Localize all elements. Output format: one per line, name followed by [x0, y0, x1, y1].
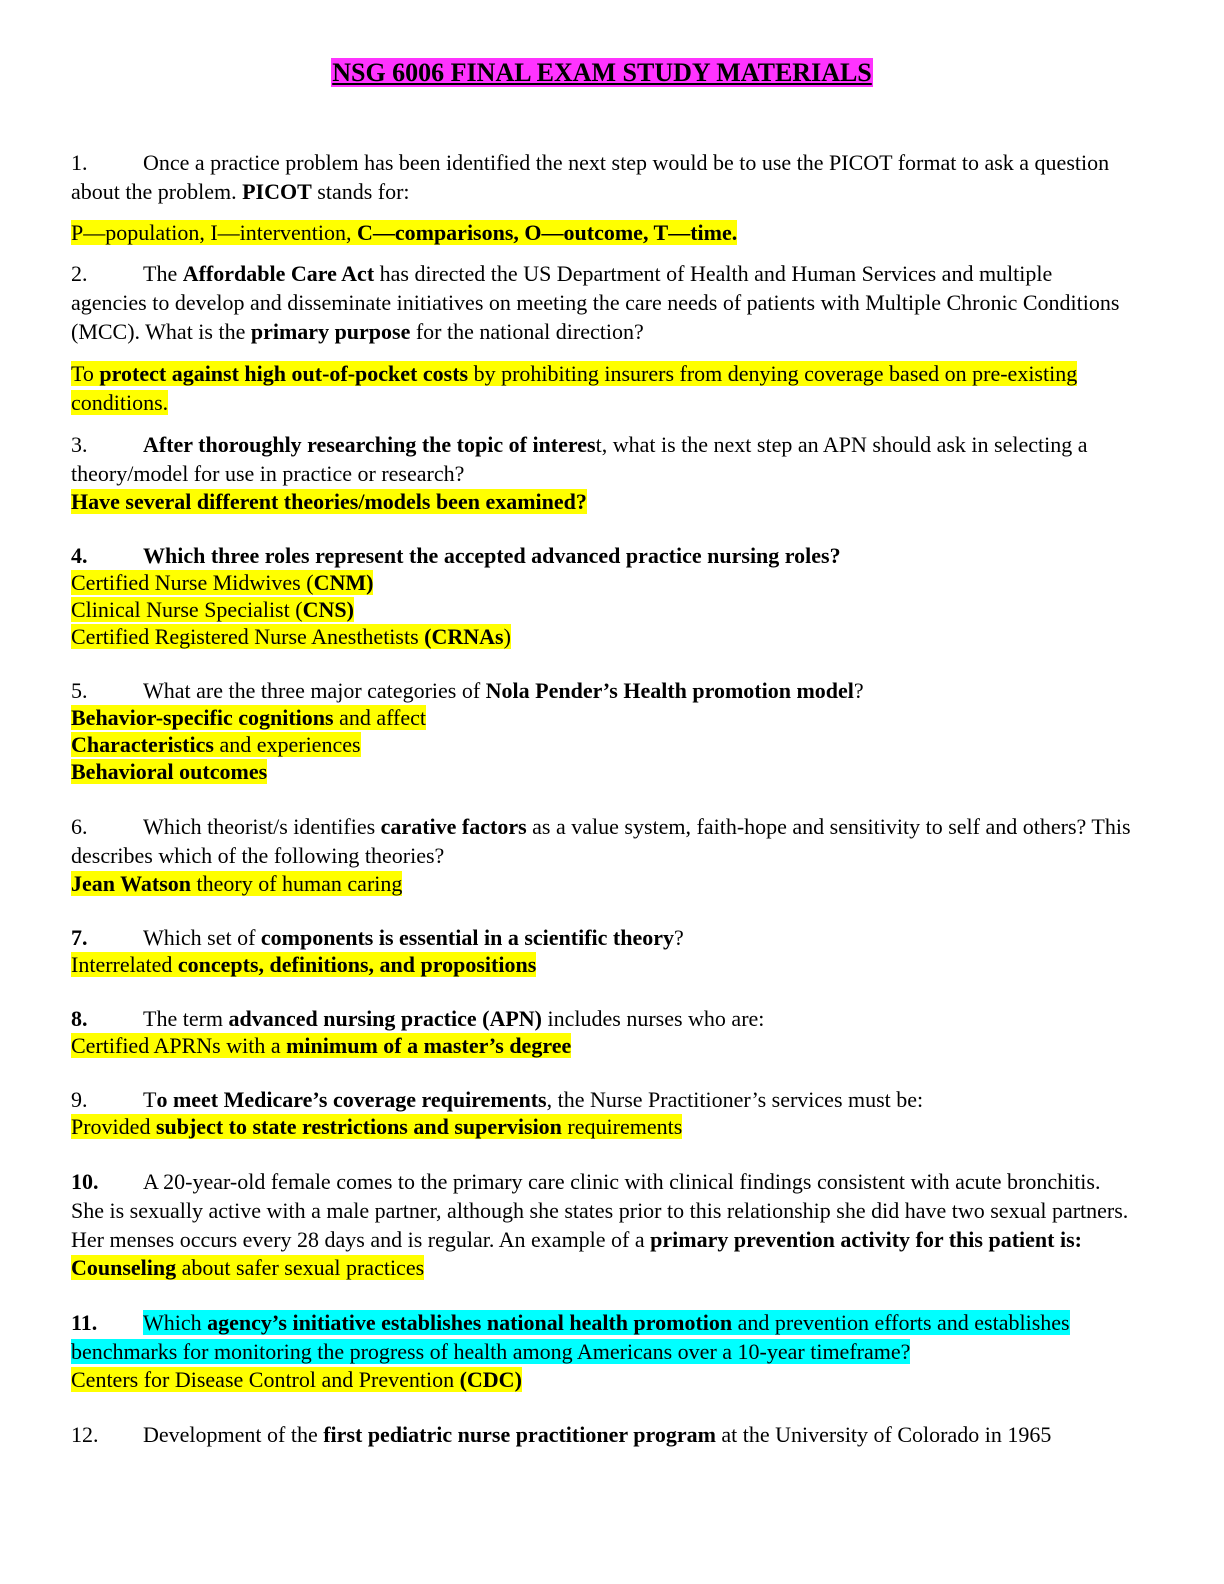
question-number: 4.	[71, 543, 88, 568]
question-bold: primary prevention activity for this patient is:	[650, 1227, 1082, 1252]
question-bold: Nola Pender’s Health promotion model	[485, 678, 854, 703]
question-bold: Which three roles represent the accepted advanced practice nursing roles?	[143, 543, 841, 568]
answer-bold: CNM)	[313, 570, 374, 595]
answer-text: To	[71, 361, 100, 386]
question-6	[71, 812, 1133, 870]
answer-bold: C—comparisons, O—outcome, T—time.	[356, 220, 738, 245]
question-3	[71, 430, 1133, 488]
question-1	[71, 148, 1133, 206]
answer-text: and affect	[333, 705, 426, 730]
question-bold: components is essential in a scientific theory	[260, 925, 674, 950]
question-9	[71, 1086, 1133, 1113]
question-text: Development of the	[143, 1422, 324, 1447]
question-bold: advanced nursing practice (APN)	[228, 1006, 543, 1031]
question-12	[71, 1420, 1133, 1449]
page-title-text: NSG 6006 FINAL EXAM STUDY MATERIALS	[332, 58, 872, 87]
answer-text: theory of human caring	[191, 871, 403, 896]
question-text: ?	[674, 925, 684, 950]
question-4	[71, 542, 1133, 569]
answer-text: about safer sexual practices	[176, 1255, 425, 1280]
question-text: Which set of	[143, 925, 261, 950]
question-number: 2.	[71, 261, 88, 286]
answer-4-item	[71, 623, 1133, 650]
question-2	[71, 259, 1133, 346]
answer-text: Certified Registered Nurse Anesthetists	[71, 624, 425, 649]
question-text: has directed the US Department of Health and Human Services and multiple agencies to develop and disseminate initiatives on meeting the care needs of patients with Multiple Chronic Conditions (MCC). What is the	[71, 261, 1120, 344]
question-number: 6.	[71, 814, 88, 839]
question-text: at the University of Colorado in 1965	[715, 1422, 1052, 1447]
question-number: 3.	[71, 432, 88, 457]
answer-5-item	[71, 758, 1133, 785]
question-bold: agency’s initiative establishes national health promotion	[207, 1310, 733, 1335]
answer-bold: (CRNAs	[424, 624, 504, 649]
answer-bold: Have several different theories/models been examined?	[71, 489, 587, 514]
answer-11	[71, 1366, 1133, 1393]
answer-text: requirements	[561, 1114, 683, 1139]
question-number: 10.	[71, 1169, 99, 1194]
answer-text: Certified Nurse Midwives (	[71, 570, 314, 595]
answer-text: Certified APRNs with a	[71, 1033, 287, 1058]
question-number: 12.	[71, 1422, 99, 1447]
answer-9	[71, 1113, 1133, 1140]
answer-1	[71, 219, 1133, 246]
answer-bold: Jean Watson	[71, 871, 192, 896]
question-number: 1.	[71, 150, 88, 175]
answer-text: by prohibiting insurers from denying coverage based on pre-existing conditions.	[71, 361, 1078, 415]
answer-bold: minimum of a master’s degree	[286, 1033, 572, 1058]
question-text: Which	[143, 1310, 208, 1335]
question-text: What are the three major categories of	[143, 678, 486, 703]
question-text: Which theorist/s identifies	[143, 814, 381, 839]
question-text: for the national direction?	[410, 319, 644, 344]
question-number: 8.	[71, 1006, 88, 1031]
question-10	[71, 1167, 1133, 1254]
question-8	[71, 1005, 1133, 1032]
answer-text: Provided	[71, 1114, 156, 1139]
document-page	[71, 58, 1133, 1449]
answer-bold: Behavior-specific cognitions	[71, 705, 334, 730]
question-bold: After thoroughly researching the topic of interes	[143, 432, 596, 457]
page-title	[71, 58, 1133, 88]
question-text: , the Nurse Practitioner’s services must be:	[546, 1087, 924, 1112]
question-text: and prevention efforts and establishes benchmarks for monitoring the progress of health among Americans over a 10-year timeframe?	[71, 1310, 1070, 1364]
answer-2	[71, 359, 1133, 417]
question-text: ?	[853, 678, 864, 703]
answer-bold: protect against high out-of-pocket costs	[99, 361, 469, 386]
answer-bold: Counseling	[71, 1255, 177, 1280]
question-text: A 20-year-old female comes to the primary care clinic with clinical findings consistent with acute bronchitis. She is sexually active with a male partner, although she states prior to this relationship she did have two sexual partners. Her menses occurs every 28 days and is regular. An example of a	[71, 1169, 1129, 1252]
question-bold: PICOT	[242, 179, 312, 204]
question-bold: Affordable Care Act	[182, 261, 375, 286]
answer-3	[71, 488, 1133, 515]
answer-4-item	[71, 596, 1133, 623]
question-text: The	[143, 261, 183, 286]
question-bold: primary purpose	[250, 319, 411, 344]
answer-bold: (CDC)	[459, 1367, 522, 1392]
answer-bold: CNS)	[302, 597, 354, 622]
answer-5-item	[71, 704, 1133, 731]
answer-8	[71, 1032, 1133, 1059]
question-bold: first pediatric nurse practitioner program	[323, 1422, 716, 1447]
question-number: 11.	[71, 1310, 98, 1335]
answer-7	[71, 951, 1133, 978]
question-text: stands for:	[311, 179, 410, 204]
answer-10	[71, 1254, 1133, 1281]
answer-bold: Characteristics	[71, 732, 214, 757]
question-text: includes nurses who are:	[542, 1006, 765, 1031]
question-bold: o meet Medicare’s coverage requirements	[156, 1087, 547, 1112]
question-number: 5.	[71, 678, 88, 703]
question-text: The term	[143, 1006, 229, 1031]
answer-4-item	[71, 569, 1133, 596]
answer-text: Centers for Disease Control and Prevention	[71, 1367, 460, 1392]
answer-text: )	[503, 624, 511, 649]
question-bold: carative factors	[380, 814, 527, 839]
answer-text: P—population, I—intervention,	[71, 220, 357, 245]
answer-text: Interrelated	[71, 952, 178, 977]
answer-text: and experiences	[213, 732, 361, 757]
question-text: T	[143, 1087, 157, 1112]
question-number: 7.	[71, 925, 88, 950]
answer-bold: subject to state restrictions and supervision	[155, 1114, 562, 1139]
question-text: t, what is the next step an APN should ask in selecting a theory/model for use in practice or research?	[71, 432, 1088, 486]
question-number: 9.	[71, 1087, 88, 1112]
question-11	[71, 1308, 1133, 1366]
question-text: as a value system, faith-hope and sensitivity to self and others? This describes which of the following theories?	[71, 814, 1131, 868]
question-text: Once a practice problem has been identified the next step would be to use the PICOT format to ask a question about the problem.	[71, 150, 1110, 204]
answer-bold: Behavioral outcomes	[71, 759, 268, 784]
question-5	[71, 677, 1133, 704]
question-7	[71, 924, 1133, 951]
answer-text: Clinical Nurse Specialist (	[71, 597, 303, 622]
answer-5-item	[71, 731, 1133, 758]
answer-bold: concepts, definitions, and propositions	[177, 952, 537, 977]
answer-6	[71, 870, 1133, 897]
